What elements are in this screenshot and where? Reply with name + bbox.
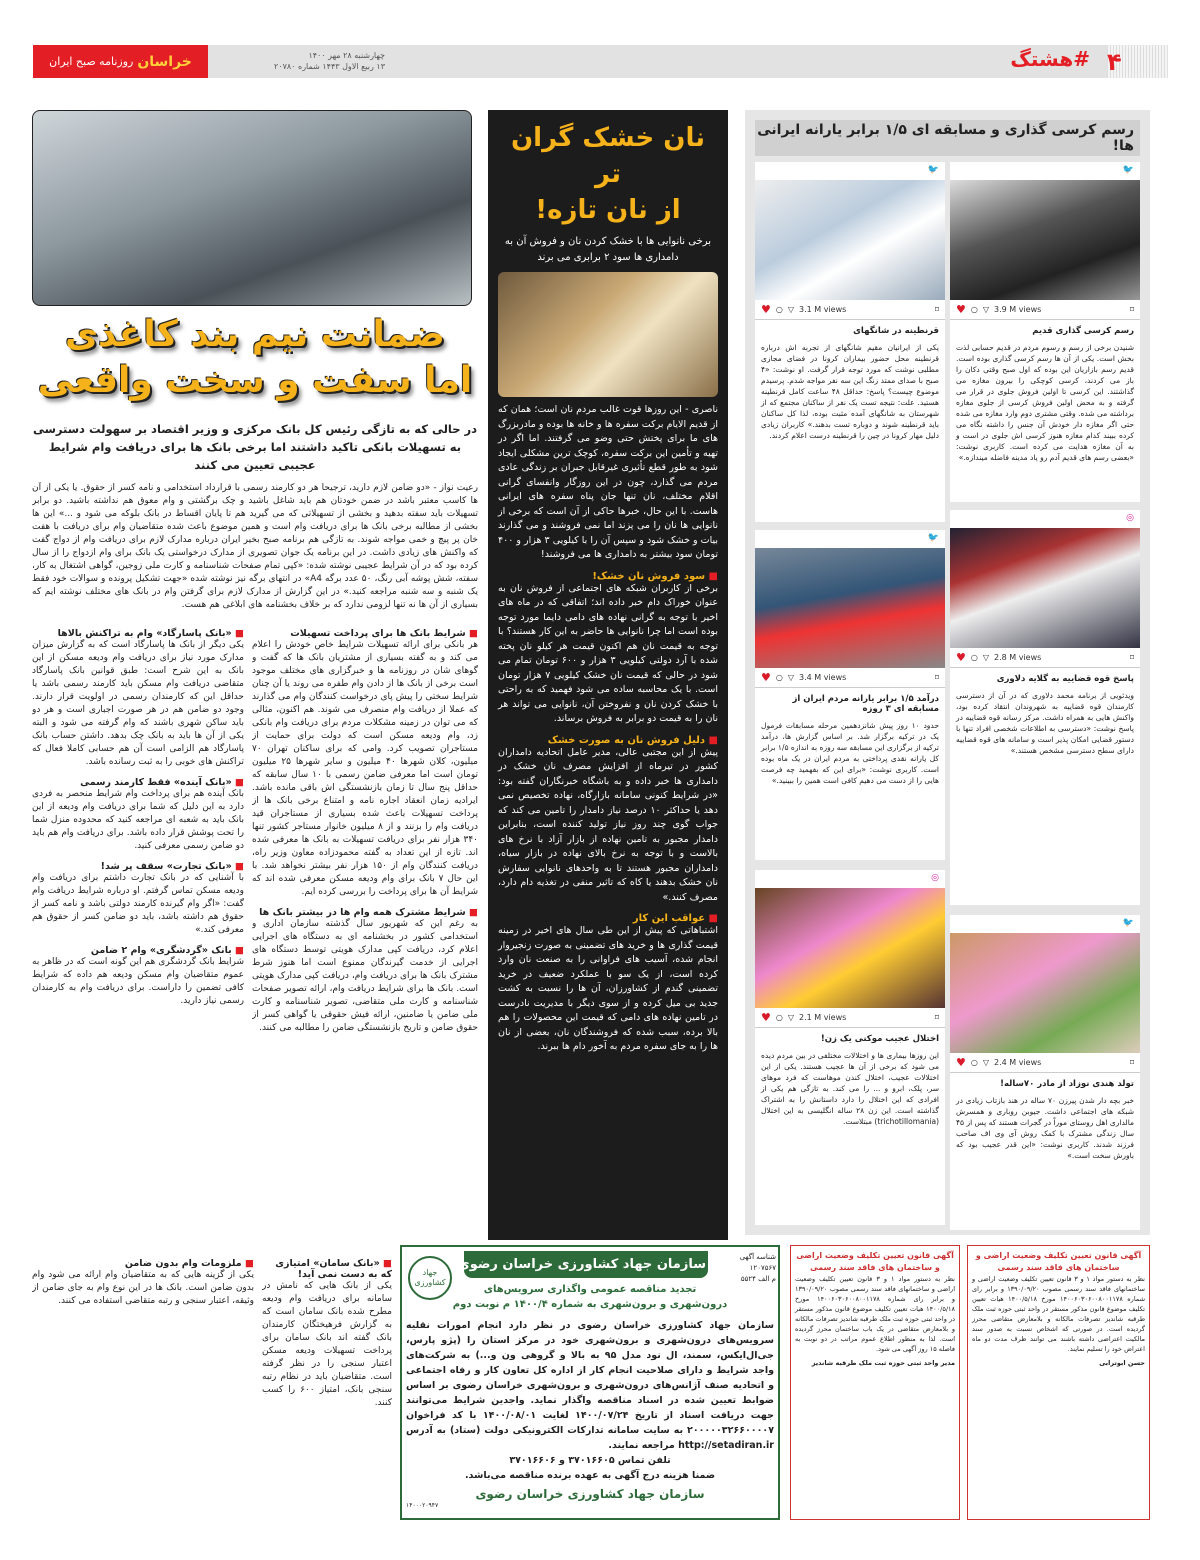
comment-icon[interactable]: ○ bbox=[970, 1058, 978, 1067]
main-headline: ضمانت نیم بند کاغذی اما سفت و سخت واقعی bbox=[37, 314, 473, 401]
bookmark-icon[interactable]: ⌑ bbox=[1129, 1058, 1134, 1067]
comment-icon[interactable]: ○ bbox=[775, 305, 783, 314]
twitter-icon: 🐦 bbox=[1122, 918, 1134, 928]
social-post-card bbox=[950, 915, 1140, 1230]
post-text: ویدئویی از برنامه محمد دلاوری که در آن از دسترسی کارمندان قوه قضاییه به شهروندان انتقاد کرده بود، واکنش هایی به همراه داشت. مرکز رسانه قوه قضاییه در پاسخ نوشت: «دسترسی به اطلاعات شخصی افراد تنها با دستور قضایی امکان پذیر است و سامانه های قوه قضاییه دارای سطح دسترسی مشخص هستند.» bbox=[956, 691, 1134, 755]
post-text: یکی از ایرانیان مقیم شانگهای از تجربه اش درباره قرنطینه محل حضور بیماران کرونا در فضای مجازی مطلبی نوشت که مورد توجه قرار گرفت. او نوشت: «۴ صبح با صدای ممتد زنگ این سه نفر مواجه شدم. پرسیدم موضوع چیست؟ پاسخ: حداقل ۴۸ ساعت کامل قرنطینه هستید. علت: نتیجه تست یک نفر از ساکنان مجتمع که از شهرستان به شانگهای آمده مثبت بوده، لذا کل ساکنان باید قرنطینه شوند و دوباره تست بدهند.» کاربران زیادی دلیل مهار کرونا در چین را قرنطینه درست اعلام کردند. bbox=[761, 343, 940, 440]
post-image bbox=[755, 888, 945, 1008]
post-text: شنیدن برخی از رسم و رسوم مردم در قدیم حسابی لذت بخش است. یکی از آن ها رسم کرسی گذاری بوده است. قدیم رسم بازاریان این بوده که اول صبح وقتی دکان را باز می کردند، کرسی کوچکی را بیرون مغازه می گذاشتند. این کرسی تا اولین فروش جلوی در قرار می گرفته و به محض اولین فروش کرسی از جلوی مغازه برداشته می شده. وقتی مشتری دوم وارد مغازه می شده حتی اگر مغازه دار خودش آن جنس را داشته نگاه می کرده ببیند کدام مغازه هنوز کرسی اش جلوی در است و به آن مغازه هدایت می کرده است. کاربری نوشت: «بعضی رسم های قدیم آدم رو یاد مدینه فاضله میندازه.» bbox=[956, 343, 1134, 462]
social-post-card bbox=[755, 162, 945, 522]
bread-dek: برخی نانوایی ها با خشک کردن نان و فروش آن به دامداری ها سود ۲ برابری می برند bbox=[504, 236, 712, 263]
post-image bbox=[950, 528, 1140, 648]
legal-notice: آگهی قانون تعیین تکلیف وضعیت اراضی و ساختمان های فاقد سند رسمی نظر به دستور مواد ۱ و ۳ قانون تعیین تکلیف وضعیت اراضی و ساختمانهای فاقد سند رسمی مصوب ۱۳۹۰/۰۹/۲۰ و برابر رای شماره ۱۴۰۰۶۰۳۰۶۰۰۸۰۰۱۱۷۸ مورخ ۱۴۰۰/۵/۱۸ هیات تعیین تکلیف موضوع قانون مذکور مستقر در واحد ثبتی حوزه ثبت ملک طرقبه شاندیز تصرفات مالکانه و بلامعارض متقاضی در یک باب ساختمان محرز گردیده است. لذا به منظور اطلاع عموم مراتب در دو نوبت به فاصله ۱۵ روز آگهی می شود. مدیر واحد ثبتی حوزه ثبت ملک طرقبه شاندیز bbox=[790, 1245, 960, 1520]
comment-icon[interactable]: ○ bbox=[970, 653, 978, 662]
bookmark-icon[interactable]: ⌑ bbox=[934, 1013, 939, 1022]
newspaper-logo: خراسان روزنامه صبح ایران bbox=[33, 45, 208, 78]
post-image bbox=[950, 180, 1140, 300]
ministry-seal: جهاد کشاورزی bbox=[408, 1256, 452, 1300]
heart-icon[interactable]: ♥ bbox=[761, 671, 771, 684]
bookmark-icon[interactable]: ⌑ bbox=[1129, 305, 1134, 314]
view-count: 3.4 M views bbox=[799, 673, 847, 682]
main-lead: در حالی که به تازگی رئیس کل بانک مرکزی و وزیر اقتصاد بر سهولت دسترسی به تسهیلات بانکی تاکید داشتند اما برخی بانک ها برای دریافت وام شرایط عجیبی تعیین می کنند bbox=[32, 422, 478, 472]
main-col-bottom-right: ■ «بانک سامان» امتیازی که به دست نمی آید! یکی از بانک هایی که نامش در سامانه برای دریافت وام ودیعه مطرح شده بانک سامان است که به گزارش فرهیختگان کارمندان بانک گفته اند بانک سامان برای پرداخت تسهیلات ودیعه مسکن اعتبار سنجی را در نظر گرفته است. متقاضیان باید در نظام رتبه سنجی بانک، امتیاز ۶۰۰ را کسب کنند. bbox=[262, 1250, 392, 1520]
post-text: این روزها بیماری ها و اختلالات مختلفی در بین مردم دیده می شود که برخی از آن ها عجیب هستند. یکی از این اختلالات عجیب، اختلال کندن موهاست که فرد موهای سر، پلک، ابرو و ... را می کند. به تازگی هم یکی از افرادی که این اختلال را دارد داستانش را به اشتراک گذاشته است. این زن ۲۸ ساله انگلیسی به این اختلال (trichotillomania) مبتلاست. bbox=[761, 1051, 939, 1126]
post-text: خبر بچه دار شدن پیرزن ۷۰ ساله در هند بازتاب زیادی در شبکه های اجتماعی داشت. جیوبن روباری و همسرش مالداری اهل روستای موراً در گجرات هستند که پس از ۴۵ سال زندگی مشترک با کمک روش آی وی اف صاحب فرزند شدند. کاربری نوشت: «این قدر عجیب بود که باورش سخت است.» bbox=[956, 1096, 1134, 1160]
post-title: تولد هندی نوزاد از مادر ۷۰ساله! bbox=[1000, 1079, 1134, 1089]
view-count: 3.9 M views bbox=[994, 305, 1042, 314]
post-image bbox=[950, 933, 1140, 1053]
comment-icon[interactable]: ○ bbox=[970, 305, 978, 314]
share-icon[interactable]: ▽ bbox=[787, 1013, 795, 1022]
share-icon[interactable]: ▽ bbox=[982, 1058, 990, 1067]
post-title: رسم کرسی گذاری قدیم bbox=[1032, 326, 1134, 336]
social-post-card bbox=[755, 870, 945, 1225]
bookmark-icon[interactable]: ⌑ bbox=[934, 673, 939, 682]
share-icon[interactable]: ▽ bbox=[982, 305, 990, 314]
post-title: قرنطینه در شانگهای bbox=[853, 326, 939, 336]
main-col-right: ■ شرایط بانک ها برای پرداخت تسهیلات هر بانکی برای ارائه تسهیلات شرایط خاص خودش را اعلام می کند و به گفته بسیاری از مشتریان بانک ها که گفت و گوهای شان در روزنامه ها و خبرگزاری های مختلف موجود است برخی از بانک ها از دادن وام طفره می روند یا آن چنان شرایط سختی را پیش پای درخواست کنندگان وام می گذارند که عملا از دریافت وام منصرف می شوند. هم اکنون، مثالی که می توان در زمینه مشکلات مردم برای دریافت وام بانکی زد، وام ودیعه مسکن است که دولت برای حمایت از مستاجران تصویب کرد. وامی که برای ساکنان تهران ۷۰ میلیون، کلان شهرها ۴۰ میلیون و سایر شهرها ۲۵ میلیون تومان است اما معرفی ضامن رسمی با ۱۰ سال سابقه که حداقل پنج سال تا زمان بازنشستگی اش باقی مانده باشد. ایرادیه زمان انعقاد اجاره نامه و امتناع برخی بانک ها از پرداخت تسهیلات باعث شده بسیاری از مستاجران قید دریافت وام را بزنند و از ۸ میلیون خانوار مستاجر کشور تنها ۳۴۰ هزار نفر برای دریافت تسهیلات به بانک ها معرفی شده اند. تازه از این تعداد به گفته محمودزاده معاون وزیر راه، دریافت کنندگان وام از ۱۵۰ هزار نفر بیشتر نخواهد شد. با این حال ۷ بانک برای وام ودیعه مسکن معرفی شده اند که شرایط آن ها برای پرداخت را بررسی کرده ایم. ■ شرایط مشترک همه وام ها در بیشتر بانک ها به رغم این که شهریور سال گذشته سازمان اداری و استخدامی کشور در بخشنامه ای به دستگاه های اجرایی اعلام کرد، دریافت کپی مدارک هویتی توسط دستگاه های اجرایی از خدمت گیرندگان ممنوع است اما هنوز شرط مشترک بانک ها برای دریافت وام، دریافت کپی مدارک هویتی است. بانک ها برای شرایط دریافت وام، ارائه تصویر صفحات شناسنامه و کارت ملی متقاضی، تصویر شناسنامه و کارت ملی ضامن یا ضامنین، ارائه فیش حقوقی یا گواهی کسر از حقوق ضامن و تاریخ بازنشستگی ضامن را مطالبه می کنند. bbox=[252, 620, 478, 1244]
heart-icon[interactable]: ♥ bbox=[761, 1011, 771, 1024]
bakery-photo bbox=[498, 272, 718, 397]
post-title: اختلال عجیب موکنی یک زن! bbox=[820, 1034, 939, 1044]
twitter-icon: 🐦 bbox=[927, 533, 939, 543]
twitter-icon: 🐦 bbox=[927, 165, 939, 175]
comment-icon[interactable]: ○ bbox=[775, 1013, 783, 1022]
social-post-card bbox=[950, 162, 1140, 502]
main-col-bottom-left: ■ ملزومات وام بدون ضامن یکی از گزینه هایی که به متقاضیان وام ارائه می شود وام بدون ضامن است. بانک ها در این نوع وام به جای ضامن از وثیقه، اعتبار سنجی و رتبه متقاضی استفاده می کنند. bbox=[32, 1250, 254, 1520]
social-post-card bbox=[950, 510, 1140, 905]
share-icon[interactable]: ▽ bbox=[787, 305, 795, 314]
bread-headline: نان خشک گران تر از نان تازه! bbox=[510, 123, 706, 225]
view-count: 2.4 M views bbox=[994, 1058, 1042, 1067]
view-count: 3.1 M views bbox=[799, 305, 847, 314]
bookmark-icon[interactable]: ⌑ bbox=[1129, 653, 1134, 662]
heart-icon[interactable]: ♥ bbox=[956, 303, 966, 316]
post-title: درآمد ۱/۵ برابر یارانه مردم ایران از مسابقه ای ۳ روزه bbox=[792, 694, 939, 714]
instagram-icon: ◎ bbox=[1126, 513, 1134, 523]
bread-story: نان خشک گران تر از نان تازه! برخی نانوایی ها با خشک کردن نان و فروش آن به دامداری ها سود ۲ برابری می برند ناصری - این روزها قوت غالب مردم نان است؛ همان که از قدیم الایام برکت سفره ها و خانه ها بوده و مادربزرگ های ما برای پختش حتی وضو می گرفتند. اما اگر در تهیه و تأمین این برکت سفره، کوچک ترین مشکلی ایجاد شود به طور قطع تأثیری غیرقابل جبران بر زندگی عادی مردم می گذارد، چون در این روزگار وانفسای گرانی اقلام مختلف، نان تنها جان پناه سفره های ایرانی هاست. با این حال، خبرها حاکی از آن است که برخی از نانوایی ها نان را می پزند اما نمی فروشند و می گذارند بیات و خشک شود و سپس آن را با کیلویی ۳ هزار و ۴۰۰ تومان سود بیشتر به دامداری ها می فروشند! ■ سود فروش نان خشک! برخی از کاربران شبکه های اجتماعی از فروش نان به عنوان خوراک دام خبر داده اند؛ اتفاقی که در ماه های اخیر با توجه به گرانی نهاده های دامی دایما مورد توجه بوده است اما چرا نانوایی ها حاضر به این کار هستند؟ با توجه به قیمت نان هم اکنون قیمت هر کیلو نان پخته شده با آرد دولتی کیلویی ۳ هزار و ۶۰۰ تومان تمام می شود در حالی که قیمت نان خشک کیلویی ۷ هزار تومان است. با یک محاسبه ساده می شود فهمید که به راحتی با خشک کردن نان و نفروختن آن، نانوایی می تواند هر نان را به قیمت دو برابر به فروش برساند. ■ دلیل فروش نان به صورت خشک پیش از این مجتبی عالی، مدیر عامل اتحادیه دامداران کشور در تیرماه از افزایش مصرف نان خشک در دامداری ها خبر داده و به باشگاه خبرنگاران گفته بود: «در شرایط کنونی سامانه بازارگاه، نهاده تخصیص نمی دهد یا حداکثر ۱۰ درصد نیاز دامدار را تامین می کند که جواب گوی چند روز نیاز تولید کننده است، بنابراین دامدار مجبور به تامین نهاده از بازار آزاد با نرخ های بالاست و با توجه به نرخ بالای نهاده در بازار سیاه، دامداران مجبور هستند تا به واحدهای نانوایی سفارش نان خشک بدهند یا کاه که تاثیر منفی در تغذیه دام دارد، مصرف کنند.» ■ عواقب این کار اشتباهاتی که پیش از این طی سال های اخیر در زمینه قیمت گذاری ها و خرید های تضمینی به صورت زنجیروار انجام شده، آسیب های فراوانی را به صنعت نان وارد کرده است، از یک سو با عملکرد ضعیف در خرید تضمینی گندم از کشاورزان، آن ها را نسبت به کشت جدید بی میل کرده و از سوی دیگر با مدیریت نادرست در تامین نهاده های دامی که قیمت این محصولات را هم بالا برده، سبب شده که فروشندگان نان، بعضی از نان ها را به جای سفره مردم به آخور دام ها ببرند. bbox=[488, 110, 728, 1240]
main-col-left: ■ «بانک پاسارگاد» وام به تراکنش بالاها یکی دیگر از بانک ها پاسارگاد است که به گزارش میزان مدارک مورد نیاز برای دریافت وام ودیعه مسکن از این بانک به این شرح است: طبق قوانین بانک پاسارگاد متقاضی دریافت وام مسکن باید کارمند رسمی باشد یا حداقل این که کارمندان رسمی در اولویت قرار دارند. وجود دو ضامن هم در هر صورت اجباری است و هر دو باید ساکن شهری باشند که وام گرفته می شود و البته یکی از آن ها باید به بانک چک بدهد. داشتن حساب بانک پاسارگاد هم الزامی است آن هم حسابی کاملا فعال که تراکنش های خوبی را به ثبت رسانده باشد. ■ «بانک آینده» فقط کارمند رسمی بانک آینده هم برای پرداخت وام شرایط منحصر به فردی دارد به این دلیل که شما برای دریافت وام ودیعه از این بانک باید به شعبه ای مراجعه کنید که محدوده منزل شما را تحت پوشش قرار داده باشد. برای دریافت وام هم باید دو ضامن رسمی معرفی کنید. ■ «بانک تجارت» سقف پر شد! با آشنایی که در بانک تجارت داشتم برای دریافت وام ودیعه مسکن تماس گرفتم. او درباره شرایط دریافت وام گفت: «اگر وام گیرنده کارمند دولتی باشد و نامه کسر از حقوق هم داشته باشد، باید دو ضامن کسر از حقوق هم معرفی کند.» ■ بانک «گردشگری» وام ۲ ضامن شرایط بانک گردشگری هم این گونه است که در ظاهر به عموم متقاضیان وام مسکن ودیعه هم داده که شرایط کافی تضمین را داراست. برای دریافت وام به کارمندان رسمی نیاز دارید. bbox=[32, 620, 244, 1240]
ad-id: شناسه آگهی ۱۲۰۷۵۶۷ م الف ۵۵۲۴ bbox=[739, 1253, 776, 1283]
main-intro: رعیت نواز - «دو ضامن لازم دارید، ترجیحا هر دو کارمند رسمی با قرارداد استخدامی و نامه کسر از حقوق. یا یکی از آن ها کاسب معتبر باشد در ضمن خودتان هم باید شاغل باشید و چک برگشتی و وام معوق هم نداشته باشید. دو برابر تسهیلات باید سفته بدهید و بخشی از تسهیلاتی که می گیرید هم تا پایان اقساط در بانک بلوکه می شود و ...» این ها بخشی از مطالبه برخی بانک ها برای دریافت وام است و همین موضوع باعث شده متقاضیان وام برای دریافت با هفت خان پر پیچ و خمی مواجه شوند. به تازگی هم برنامه صبح بخیر ایران درباره مدارک لازم برای دریافت وام از دواج گفت که واکنش های زیادی داشت. در این برنامه یک جوان تصویری از مدارک درخواستی یک بانک برای وام ازدواج را از سال کرده بود که در آن شرایط عجیبی نوشته شده: «کپی تمام صفحات شناسنامه و کارت ملی زوجین، گواهی اشتغال به کار، سفته، شش پوشه آبی رنگ، ۵۰ عدد برگه A4» در انتهای برگه نیز نوشته شده «جهت تشکیل پرونده و سوالات خود فقط یک شنبه و سه شنبه مراجعه کنید.» در این گزارش از مدارک لازم برای گرفتن وام در بانک های مختلف نوشته ایم که بسیاری از آن ها نه تنها لزومی ندارد که بر خلاف بخشنامه های ابلاغی هم هست. bbox=[32, 483, 478, 610]
heart-icon[interactable]: ♥ bbox=[956, 651, 966, 664]
share-icon[interactable]: ▽ bbox=[982, 653, 990, 662]
instagram-icon: ◎ bbox=[931, 873, 939, 883]
post-text: حدود ۱۰ روز پیش شانزدهمین مرحله مسابقات فرمول یک در ترکیه برگزار شد. بر اساس گزارش ها، درآمد ترکیه از برگزاری این مسابقه سه روزه به اندازه ۱/۵ برابر کل یارانه نقدی پرداختی به مردم ایران در یک ماه بوده است. کاربری نوشت: «برای این که بفهمید چه فرصت هایی را از دست می دهیم کافی است همین را ببینید.» bbox=[761, 721, 939, 785]
heart-icon[interactable]: ♥ bbox=[761, 303, 771, 316]
view-count: 2.8 M views bbox=[994, 653, 1042, 662]
tender-ad: سازمان جهاد کشاورزی خراسان رضوی تجدید مناقصه عمومی واگذاری سرویس‌های درون‌شهری و برون‌شهری به شماره ۱۴۰۰/۴ م نوبت دوم سازمان جهاد کشاورزی خراسان رضوی در نظر دارد انجام امورات نقلیه سرویس‌های درون‌شهری و برون‌شهری خود در مرکز استان را (پژو پارس، جی‌ال‌ایکس، سمند، ال نود مدل ۹۵ به بالا و گروهی ون و...) به شرکت‌های واجد شرایط و دارای صلاحیت انجام کار از اداره کل تعاون کار و رفاه اجتماعی و اتحادیه صنف آژانس‌های درون‌شهری و برون‌شهری خراسان رضوی بر اساس ضوابط تعیین شده در اسناد مناقصه واگذار نماید. واجدین شرایط می‌توانند جهت دریافت اسناد از تاریخ ۱۴۰۰/۰۷/۲۴ لغایت ۱۴۰۰/۰۸/۰۱ با کد فراخوان ۲۰۰۰۰۰۳۲۶۶۰۰۰۰۷ به سایت سامانه تدارکات الکترونیکی دولت (ستاد) به آدرس http://setadiran.ir مراجعه نمایند. تلفن تماس ۳۷۰۱۶۶۰۵ و ۳۷۰۱۶۶۰۶ ضمنا هزینه درج آگهی به عهده برنده مناقصه می‌باشد. سازمان جهاد کشاورزی خراسان رضوی ۱۴۰۰۰۲۰۹۴۷ bbox=[400, 1245, 780, 1520]
social-post-card bbox=[755, 530, 945, 860]
social-title: رسم کرسی گذاری و مسابقه ای ۱/۵ برابر یارانه ایرانی ها! bbox=[755, 120, 1140, 156]
post-image bbox=[755, 180, 945, 300]
page-number: ۴ bbox=[1107, 45, 1167, 78]
post-title: پاسخ قوه قضاییه به گلایه دلاوری bbox=[996, 674, 1134, 684]
heart-icon[interactable]: ♥ bbox=[956, 1056, 966, 1069]
view-count: 2.1 M views bbox=[799, 1013, 847, 1022]
comment-icon[interactable]: ○ bbox=[775, 673, 783, 682]
legal-notice: آگهی قانون تعیین تکلیف وضعیت اراضی و ساختمان های فاقد سند رسمی نظر به دستور مواد ۱ و ۳ قانون تعیین تکلیف وضعیت اراضی و ساختمانهای فاقد سند رسمی مصوب ۱۳۹۰/۰۹/۲۰ و برابر رای شماره ۱۴۰۰۶۰۳۰۶۰۰۸۰۰۱۱۷۸ مورخ ۱۴۰۰/۵/۱۸ هیات تعیین تکلیف موضوع قانون مذکور مستقر در واحد ثبتی حوزه ثبت ملک طرقبه شاندیز تصرفات مالکانه و بلامعارض متقاضی محرز گردیده است. در صورتی که اشخاص نسبت به صدور سند مالکیت اعتراضی داشته باشند می توانند ظرف مدت دو ماه اعتراض خود را تسلیم نمایند. حسن ابوترابی bbox=[967, 1245, 1150, 1520]
post-image bbox=[755, 548, 945, 668]
twitter-icon: 🐦 bbox=[1122, 165, 1134, 175]
issue-date: چهارشنبه ۲۸ مهر ۱۴۰۰ ۱۳ ربیع الاول ۱۴۴۳ شماره ۲۰۷۸۰ bbox=[273, 51, 385, 71]
bank-photo bbox=[32, 110, 472, 306]
share-icon[interactable]: ▽ bbox=[787, 673, 795, 682]
bookmark-icon[interactable]: ⌑ bbox=[934, 305, 939, 314]
section-title: #هشتگ bbox=[1010, 47, 1090, 71]
